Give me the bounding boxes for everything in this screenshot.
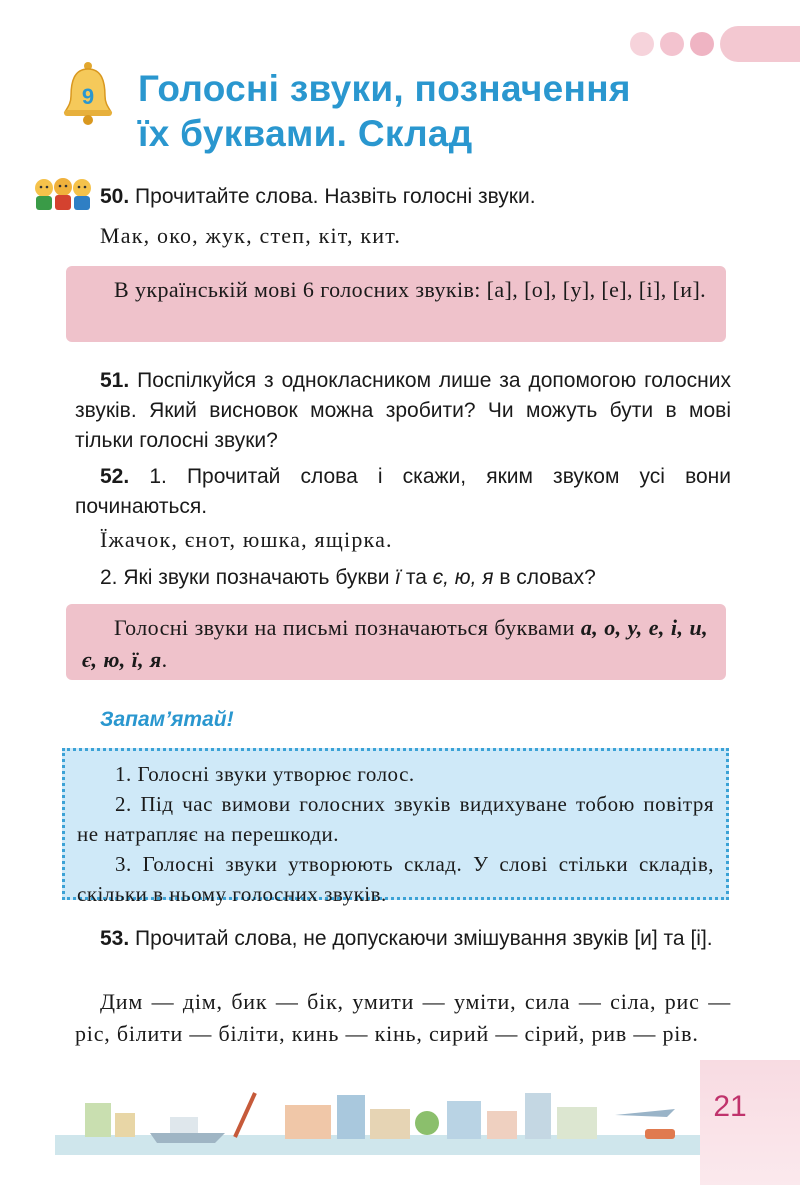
pair-work-icon bbox=[30, 176, 96, 212]
task-text: Поспілкуйся з однокласником лише за допомогою голосних звуків. Який висновок можна зробити? Чи можуть бути в мові тільки голосні звуки? bbox=[75, 369, 732, 452]
task-number: 51. bbox=[100, 369, 130, 392]
text-fragment: 2. Які звуки позначають букви bbox=[100, 566, 396, 589]
page-title bbox=[138, 66, 758, 156]
text-fragment: та bbox=[399, 566, 433, 589]
text-fragment: . bbox=[161, 647, 168, 672]
task-number: 52. bbox=[100, 465, 130, 488]
task-51 bbox=[75, 366, 731, 456]
page-number: 21 bbox=[713, 1090, 747, 1123]
remember-label: Запам’ятай! bbox=[100, 708, 234, 731]
city-illustration bbox=[55, 1085, 700, 1155]
letter-italic: ї bbox=[395, 566, 400, 589]
rule-text bbox=[82, 612, 708, 676]
title-line: Голосні звуки, позначення bbox=[138, 68, 631, 109]
decor-pill bbox=[720, 26, 800, 62]
task-number: 50. bbox=[100, 185, 130, 208]
task-53 bbox=[75, 924, 731, 954]
lesson-number: 9 bbox=[81, 84, 95, 109]
remember-box bbox=[62, 748, 729, 906]
rule-box-letters bbox=[66, 604, 726, 680]
letter-list: а, о, у, е, і, и, є, ю, ї, я bbox=[82, 615, 708, 672]
header-decoration bbox=[630, 26, 800, 62]
task-number: 53. bbox=[100, 927, 130, 950]
task-instruction: Прочитайте слова. Назвіть голосні звуки. bbox=[135, 185, 536, 208]
text-fragment: Голосні звуки на письмі позначаються буквами bbox=[114, 615, 581, 640]
decor-dot bbox=[660, 32, 684, 56]
text-fragment: в словах? bbox=[493, 566, 596, 589]
decor-dot bbox=[630, 32, 654, 56]
letter-italic: є, ю, я bbox=[432, 566, 494, 589]
memo-line: 3. Голосні звуки утворюють склад. У слові стільки складів, скільки в ньому голосних звуків. bbox=[77, 852, 714, 906]
title-line: їх буквами. Склад bbox=[138, 113, 473, 154]
task-50 bbox=[100, 182, 730, 212]
task-52-words: Їжачок, єнот, юшка, ящірка. bbox=[100, 527, 393, 552]
memo-line: 2. Під час вимови голосних звуків видихуване тобою повітря не натрапляє на перешкоди. bbox=[77, 792, 714, 846]
rule-text: В українській мові 6 голосних звуків: [а], [о], [у], [е], [і], [и]. bbox=[114, 277, 707, 302]
task-text: 1. Прочитай слова і скажи, яким звуком усі вони починаються. bbox=[75, 465, 732, 518]
task-50-words: Мак, око, жук, степ, кіт, кит. bbox=[100, 223, 402, 248]
task-52-part2 bbox=[100, 563, 730, 593]
rule-box-vowels bbox=[66, 266, 726, 342]
task-53-words: Дим — дім, бик — бік, умити — уміти, сила — сіла, рис — ріс, білити — біліти, кинь — кінь, сирий — сірий, рив — рів. bbox=[75, 989, 731, 1046]
decor-dot bbox=[690, 32, 714, 56]
task-52 bbox=[75, 462, 731, 522]
memo-line: 1. Голосні звуки утворює голос. bbox=[115, 762, 415, 786]
task-instruction: Прочитай слова, не допускаючи змішування звуків [и] та [і]. bbox=[135, 927, 713, 950]
